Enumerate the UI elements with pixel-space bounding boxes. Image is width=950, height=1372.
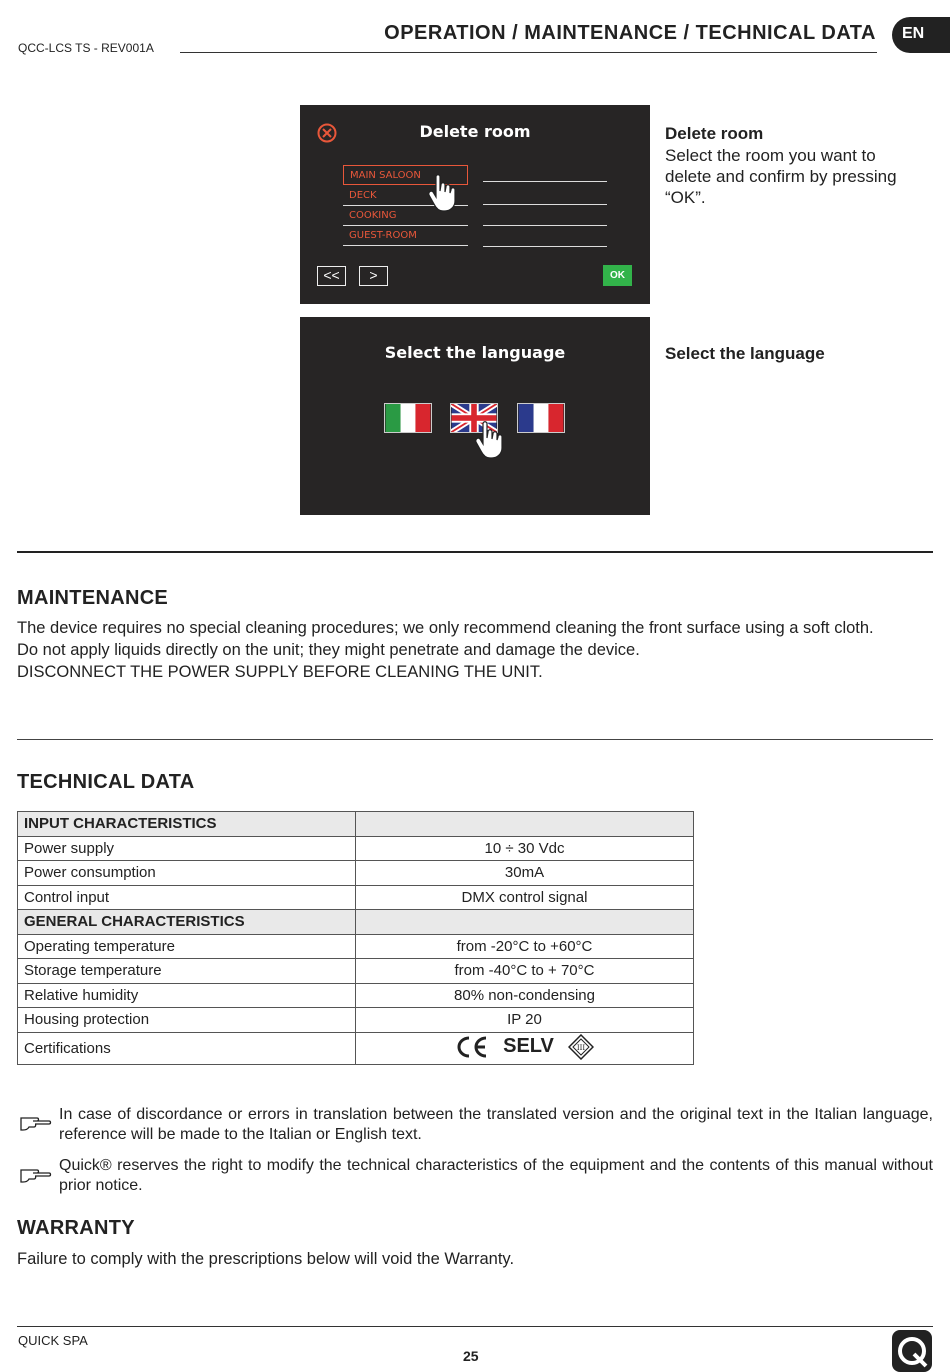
ok-button[interactable]: OK [603,265,632,286]
select-language-screen [300,317,650,515]
table-cell-label: Certifications [18,1032,356,1064]
table-cell-value: 30mA [356,861,694,886]
rights-note: Quick® reserves the right to modify the technical characteristics of the equipment and the contents of this manual without prior notice. [59,1157,933,1194]
page-number: 25 [463,1348,479,1364]
page-title: OPERATION / MAINTENANCE / TECHNICAL DATA [384,22,876,44]
table-row [18,1008,694,1033]
warranty-text: Failure to comply with the prescriptions below will void the Warranty. [17,1250,515,1268]
table-row [18,983,694,1008]
technical-data-table [17,811,694,1065]
table-cell-empty [356,910,694,935]
selv-label: SELV [503,1035,554,1057]
table-row [18,934,694,959]
table-cell-label: Housing protection [18,1008,356,1033]
table-cell-label: Power supply [18,836,356,861]
table-row [18,861,694,886]
footer-divider [17,1326,933,1327]
select-language-heading: Select the language [665,344,825,363]
table-cell-value: IP 20 [356,1008,694,1033]
table-group-row [18,910,694,935]
warranty-heading: WARRANTY [17,1217,135,1239]
company-name: QUICK SPA [18,1333,88,1348]
empty-room-slot [483,204,607,205]
table-cell-value: from -20°C to +60°C [356,934,694,959]
table-cell-label: Control input [18,885,356,910]
ce-mark-icon [455,1035,489,1059]
room-item-cooking[interactable]: COOKING [343,206,468,226]
table-row-certifications [18,1032,694,1064]
room-item-deck[interactable]: DECK [343,186,468,206]
table-cell-value: 80% non-condensing [356,983,694,1008]
france-flag-icon[interactable] [517,403,565,433]
language-badge: EN [892,17,950,53]
class-iii-label: III [576,1043,586,1052]
header-divider [180,52,877,53]
class-iii-icon [568,1034,594,1060]
maintenance-heading: MAINTENANCE [17,587,169,609]
empty-room-slot [483,181,607,182]
maintenance-line: Do not apply liquids directly on the unit; they might penetrate and damage the device. [17,641,640,659]
next-page-button[interactable]: > [359,266,388,286]
table-row [18,836,694,861]
pointing-finger-icon [19,1110,57,1132]
room-item-guest-room[interactable]: GUEST-ROOM [343,226,468,246]
certification-marks [356,1032,694,1064]
table-cell-label: Power consumption [18,861,356,886]
section-divider [17,739,933,740]
table-row [18,885,694,910]
empty-room-slot [483,246,607,247]
pointing-hand-icon [428,173,464,213]
technical-data-heading: TECHNICAL DATA [17,771,195,793]
room-item-main-saloon[interactable]: MAIN SALOON [343,165,468,185]
delete-room-description: Select the room you want to delete and confirm by pressing “OK”. [665,146,897,207]
table-cell-label: Storage temperature [18,959,356,984]
table-cell-label: Relative humidity [18,983,356,1008]
maintenance-line: The device requires no special cleaning procedures; we only recommend cleaning the front surface using a soft cloth. [17,619,874,637]
pointing-finger-icon [19,1162,57,1184]
table-cell-value: from -40°C to + 70°C [356,959,694,984]
quick-logo-icon [892,1330,932,1372]
empty-room-slot [483,225,607,226]
table-cell-value: 10 ÷ 30 Vdc [356,836,694,861]
table-group-row [18,812,694,837]
table-row [18,959,694,984]
previous-page-button[interactable]: << [317,266,346,286]
delete-room-title: Delete room [419,122,531,141]
table-group-title: GENERAL CHARACTERISTICS [18,910,356,935]
table-cell-value: DMX control signal [356,885,694,910]
italy-flag-icon[interactable] [384,403,432,433]
document-code: QCC-LCS TS - REV001A [18,41,154,55]
translation-note: In case of discordance or errors in translation between the translated version and the original text in the Italian language, reference will be made to the Italian or English text. [59,1106,933,1143]
table-group-title: INPUT CHARACTERISTICS [18,812,356,837]
section-divider [17,551,933,553]
delete-room-heading: Delete room [665,124,764,143]
select-language-title: Select the language [384,343,566,362]
delete-room-screen [300,105,650,304]
maintenance-warning: DISCONNECT THE POWER SUPPLY BEFORE CLEANING THE UNIT. [17,663,543,681]
table-cell-empty [356,812,694,837]
pointing-hand-icon [475,420,511,460]
table-cell-label: Operating temperature [18,934,356,959]
